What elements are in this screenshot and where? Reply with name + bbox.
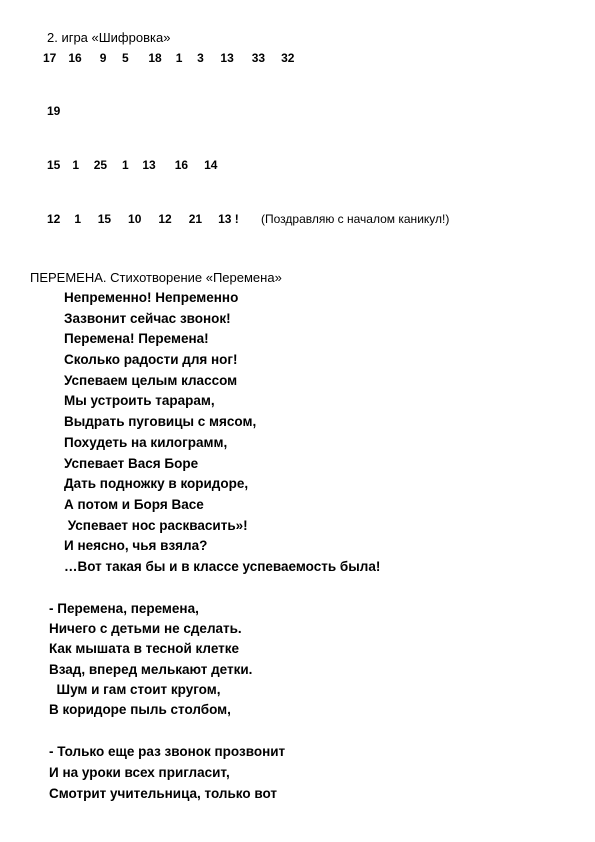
cipher-number: 13 ! [218, 212, 239, 226]
poem-line: Мы устроить тарарам, [64, 393, 215, 409]
poem-line: Сколько радости для ног! [64, 352, 238, 368]
cipher-row-4 [47, 212, 239, 226]
poem-line: …Вот такая бы и в классе успеваемость была! [64, 558, 381, 574]
cipher-number: 1 [175, 51, 183, 65]
cipher-row-2 [47, 104, 60, 118]
cipher-number: 33 [251, 51, 266, 65]
section-title: ПЕРЕМЕНА. Стихотворение «Перемена» [30, 270, 282, 285]
poem-line: Перемена! Перемена! [64, 331, 209, 347]
poem-line: Выдрать пуговицы с мясом, [64, 414, 257, 430]
poem-line: Взад, вперед мелькают детки. [49, 661, 253, 677]
cipher-number: 12 [158, 212, 172, 226]
poem-line: И на уроки всех пригласит, [49, 765, 230, 780]
cipher-number: 12 [47, 212, 61, 226]
cipher-number: 18 [148, 51, 162, 65]
cipher-number: 10 [128, 212, 142, 226]
cipher-row-1 [43, 51, 294, 65]
poem-line: Ничего с детьми не сделать. [49, 621, 242, 637]
cipher-number: 17 [43, 51, 57, 65]
poem-stanza-2 [49, 599, 252, 720]
poem-line: Успевает нос расквасить»! [64, 517, 248, 533]
poem-line: Успевает Вася Боре [64, 455, 199, 471]
poem-line: - Перемена, перемена, [49, 601, 199, 616]
poem-line: Успеваем целым классом [64, 372, 238, 388]
cipher-number: 32 [281, 51, 295, 65]
poem-line: И неясно, чья взяла? [64, 538, 208, 554]
poem-line: Шум и гам стоит кругом, [49, 681, 221, 697]
poem-line: - Только еще раз звонок прозвонит [49, 744, 286, 759]
cipher-number: 15 [97, 212, 112, 226]
cipher-number: 16 [68, 51, 82, 65]
cipher-number: 1 [74, 212, 82, 226]
poem-line: Непременно! Непременно [64, 290, 239, 305]
poem-line: Зазвонит сейчас звонок! [64, 310, 231, 326]
cipher-number: 1 [122, 158, 129, 172]
cipher-number: 14 [204, 158, 218, 172]
cipher-number: 5 [122, 51, 129, 65]
cipher-number: 25 [93, 158, 108, 172]
congratulation-note: (Поздравляю с началом каникул!) [261, 212, 450, 226]
cipher-number: 21 [188, 212, 203, 226]
cipher-row-3 [47, 158, 217, 172]
cipher-number: 1 [72, 158, 80, 172]
poem-line: А потом и Боря Васе [64, 496, 204, 512]
poem-line: Смотрит учительница, только вот [49, 786, 277, 801]
cipher-number: 19 [47, 104, 61, 118]
cipher-number: 3 [197, 51, 204, 65]
poem-line: Как мышата в тесной клетке [49, 641, 240, 657]
poem-line: Похудеть на килограмм, [64, 434, 228, 450]
cipher-number: 15 [47, 158, 61, 172]
cipher-number: 16 [174, 158, 189, 172]
cipher-number: 13 [220, 51, 234, 65]
cipher-number: 13 [142, 158, 156, 172]
poem-stanza-1 [64, 288, 380, 578]
cipher-number: 9 [99, 51, 107, 65]
game-title: 2. игра «Шифровка» [47, 30, 171, 45]
poem-stanza-3 [49, 741, 285, 804]
poem-line: Дать подножку в коридоре, [64, 476, 249, 492]
poem-line: В коридоре пыль столбом, [49, 701, 231, 717]
